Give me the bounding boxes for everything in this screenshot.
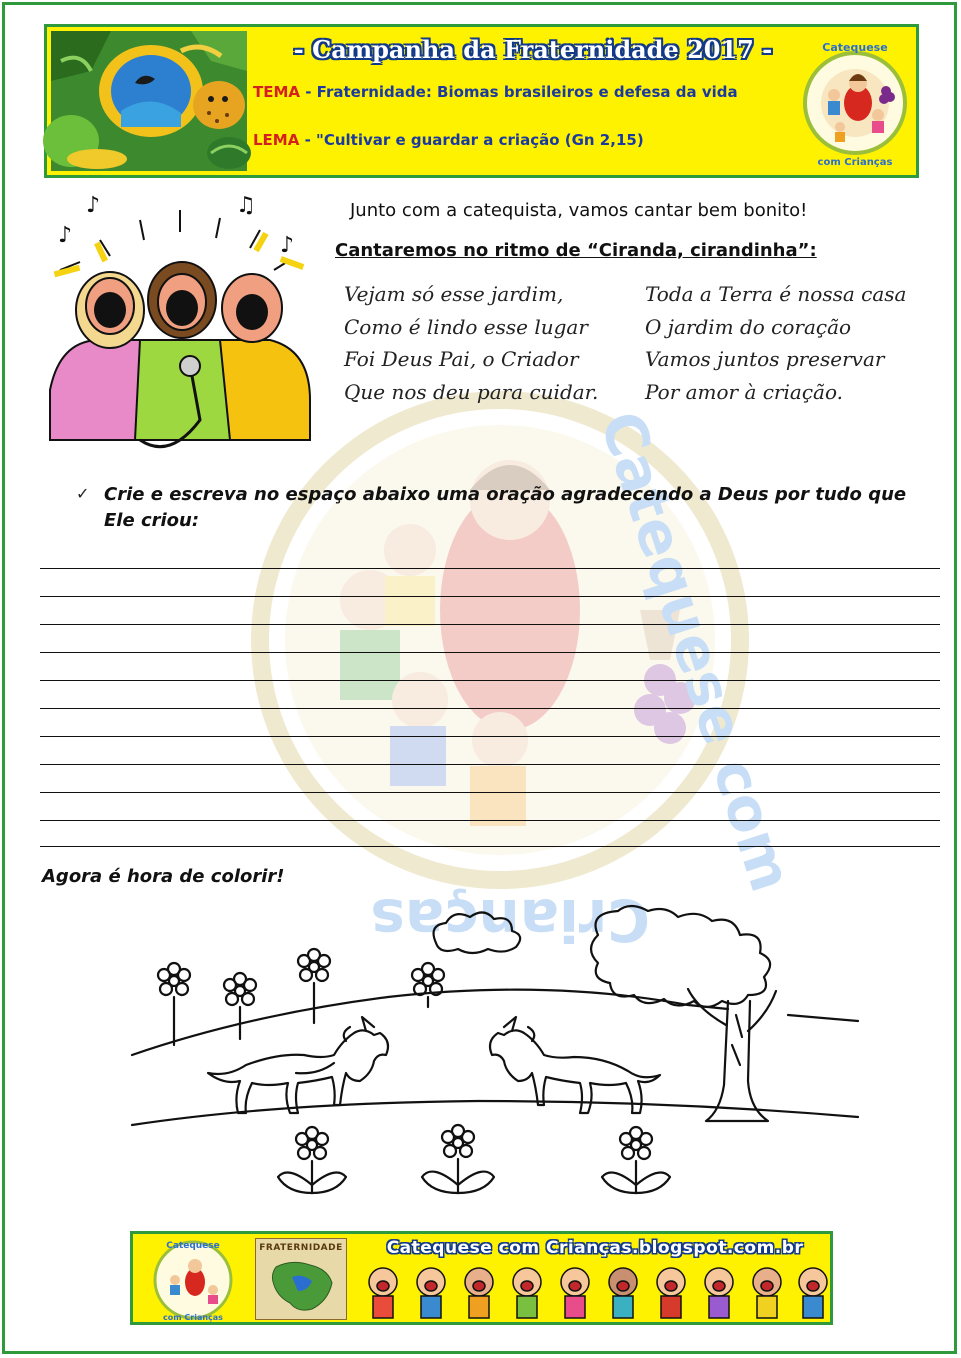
theme-key: TEMA bbox=[253, 83, 301, 101]
lyric-line: Toda a Terra é nossa casa bbox=[645, 282, 907, 306]
lyric-line: Vejam só esse jardim, bbox=[344, 282, 564, 306]
lyric-line: Por amor à criação. bbox=[645, 379, 843, 404]
coloring-prompt: Agora é hora de colorir! bbox=[42, 866, 285, 887]
writing-line[interactable] bbox=[40, 792, 940, 793]
campaign-poster-thumbnail bbox=[255, 1238, 347, 1320]
svg-text:Catequese: Catequese bbox=[822, 41, 888, 54]
checkmark-icon: ✓ bbox=[76, 484, 90, 503]
writing-line[interactable] bbox=[40, 652, 940, 653]
footer-banner bbox=[130, 1231, 833, 1325]
svg-text:♫: ♫ bbox=[236, 193, 256, 218]
svg-text:Crianças: Crianças bbox=[370, 886, 650, 954]
prayer-instruction: Crie e escreva no espaço abaixo uma oração agradecendo a Deus por tudo que Ele criou: bbox=[104, 484, 907, 531]
svg-text:Catequese: Catequese bbox=[166, 1241, 220, 1251]
header-banner bbox=[44, 24, 919, 178]
writing-line[interactable] bbox=[40, 736, 940, 737]
lyric-line: Vamos juntos preservar bbox=[645, 347, 885, 371]
poster-label: FRATERNIDADE bbox=[259, 1243, 343, 1253]
blog-url[interactable]: Catequese com Crianças.blogspot.com.br bbox=[386, 1238, 804, 1258]
catequese-logo bbox=[800, 31, 910, 171]
svg-text:Catequese com: Catequese com bbox=[586, 403, 806, 900]
svg-text:♪: ♪ bbox=[280, 233, 295, 258]
campaign-title: - Campanha da Fraternidade 2017 - bbox=[293, 35, 773, 64]
biomes-illustration bbox=[51, 31, 247, 171]
svg-text:com Crianças: com Crianças bbox=[163, 1313, 223, 1322]
writing-line[interactable] bbox=[40, 846, 940, 847]
lyric-line: O jardim do coração bbox=[645, 314, 852, 339]
writing-line[interactable] bbox=[40, 596, 940, 597]
song-heading: Cantaremos no ritmo de “Ciranda, cirandinha”: bbox=[335, 240, 817, 261]
writing-line[interactable] bbox=[40, 624, 940, 625]
lyric-line: Foi Deus Pai, o Criador bbox=[344, 347, 579, 371]
lyrics-left-column bbox=[344, 278, 598, 408]
motto-line bbox=[253, 131, 644, 149]
children-chain-illustration bbox=[359, 1260, 829, 1322]
motto-key: LEMA bbox=[253, 131, 300, 149]
svg-text:♪: ♪ bbox=[86, 193, 101, 218]
intro-text: Junto com a catequista, vamos cantar bem bonito! bbox=[350, 200, 808, 221]
writing-line[interactable] bbox=[40, 708, 940, 709]
motto-text: - "Cultivar e guardar a criação (Gn 2,15) bbox=[299, 131, 644, 149]
singing-children-illustration bbox=[40, 190, 320, 470]
theme-text: - Fraternidade: Biomas brasileiros e defesa da vida bbox=[300, 83, 738, 101]
writing-line[interactable] bbox=[40, 680, 940, 681]
theme-line bbox=[253, 83, 738, 101]
brazil-map-icon bbox=[262, 1257, 340, 1315]
writing-line[interactable] bbox=[40, 764, 940, 765]
svg-text:com Crianças: com Crianças bbox=[817, 157, 893, 168]
coloring-illustration[interactable] bbox=[128, 905, 868, 1215]
writing-line[interactable] bbox=[40, 820, 940, 821]
writing-lines[interactable] bbox=[40, 568, 940, 853]
lyric-line: Como é lindo esse lugar bbox=[344, 314, 588, 339]
svg-text:♪: ♪ bbox=[58, 223, 73, 248]
writing-line[interactable] bbox=[40, 568, 940, 569]
lyric-line: Que nos deu para cuidar. bbox=[344, 379, 599, 404]
catequese-logo-small bbox=[137, 1236, 249, 1322]
lyrics-right-column bbox=[645, 278, 906, 408]
